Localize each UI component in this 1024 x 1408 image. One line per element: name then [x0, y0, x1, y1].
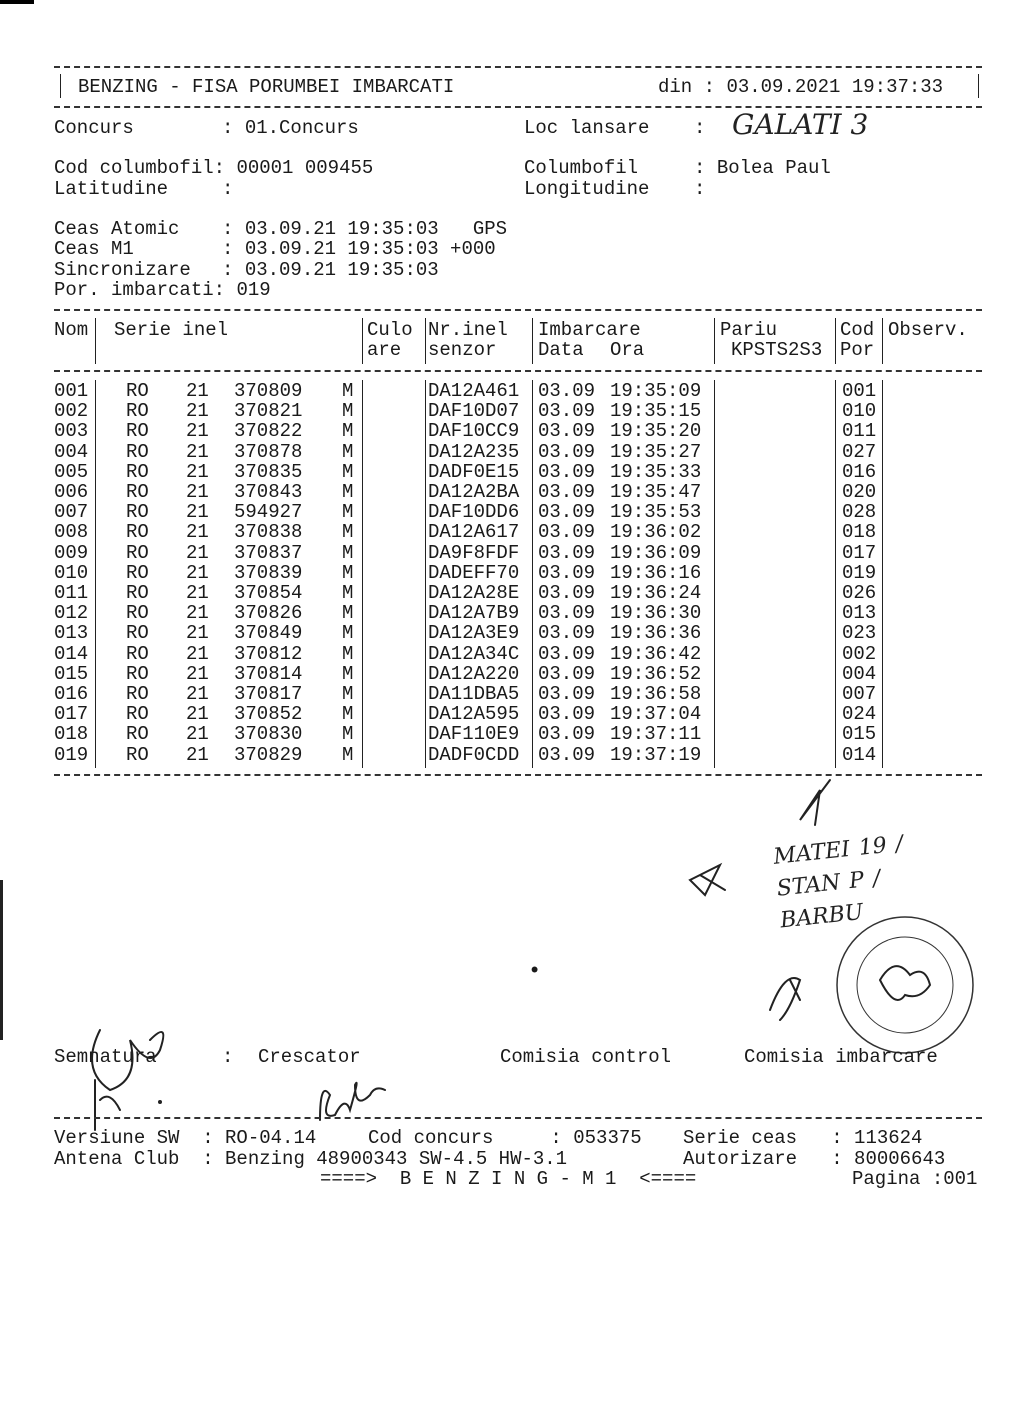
cell-cod: 017 [842, 541, 877, 564]
col-border [835, 380, 836, 768]
cell-nom: 012 [54, 602, 89, 625]
col-border [425, 380, 426, 768]
autorizare: Autorizare : 80006643 [683, 1148, 946, 1170]
comisia-control-label: Comisia control [500, 1046, 672, 1068]
versiune-sw-value: RO-04.14 [225, 1127, 317, 1149]
cod-concurs-value: 053375 [573, 1127, 642, 1149]
cell-country: RO [126, 380, 149, 402]
cell-year: 21 [186, 622, 209, 645]
cell-date: 03.09 [538, 541, 596, 564]
cell-nom: 004 [54, 440, 89, 463]
col-ora: Ora [610, 339, 645, 361]
cell-nom: 003 [54, 420, 89, 443]
ceas-atomic-label: Ceas Atomic [54, 218, 180, 240]
cell-country: RO [126, 440, 149, 463]
cell-sensor: DAF110E9 [428, 723, 520, 746]
cell-sensor: DADEFF70 [428, 561, 520, 584]
cell-time: 19:36:02 [610, 521, 702, 544]
cell-ring: 370835 [234, 460, 303, 483]
cell-date: 03.09 [538, 662, 596, 685]
ceas-m1-label: Ceas M1 [54, 238, 134, 260]
cell-sensor: DA12A595 [428, 703, 520, 726]
cell-year: 21 [186, 541, 209, 564]
cell-cod: 013 [842, 602, 877, 625]
col-nom: Nom [54, 319, 89, 341]
cell-sensor: DADF0CDD [428, 743, 520, 766]
cell-ring: 370822 [234, 420, 303, 443]
signatures-scribble [80, 1020, 420, 1130]
cell-sensor: DA12A220 [428, 662, 520, 685]
date-label-text: din [658, 76, 693, 98]
col-nr-inel-2: senzor [428, 339, 497, 361]
cell-time: 19:36:09 [610, 541, 702, 564]
cell-cod: 004 [842, 662, 877, 685]
colon: : [222, 178, 234, 200]
cell-sex: M [342, 541, 354, 564]
cell-nom: 007 [54, 501, 89, 524]
col-pariu: Pariu [720, 319, 778, 341]
cell-sex: M [342, 440, 354, 463]
cell-sex: M [342, 743, 354, 766]
colon: : [694, 178, 706, 200]
cell-sensor: DA12A235 [428, 440, 520, 463]
date-label: din : 03.09.2021 19:37:33 [658, 76, 944, 98]
cell-time: 19:36:58 [610, 683, 702, 705]
cell-country: RO [126, 420, 149, 443]
cell-ring: 370829 [234, 743, 303, 766]
cod-columbofil-label: Cod columbofil: 00001 009455 [54, 157, 374, 179]
cell-country: RO [126, 561, 149, 584]
col-observ: Observ. [888, 319, 968, 341]
cell-nom: 005 [54, 460, 89, 483]
cell-nom: 014 [54, 642, 89, 665]
divider [54, 66, 982, 68]
cell-country: RO [126, 622, 149, 645]
scan-edge-mark [0, 880, 3, 1040]
cell-cod: 028 [842, 501, 877, 524]
cell-cod: 015 [842, 723, 877, 746]
col-cod-2: Por [840, 339, 875, 361]
col-imbarcare: Imbarcare [538, 319, 641, 341]
cell-sensor: DA11DBA5 [428, 683, 520, 705]
cell-ring: 370837 [234, 541, 303, 564]
pagina-label: Pagina [852, 1168, 921, 1190]
cell-sex: M [342, 521, 354, 544]
divider [54, 370, 982, 372]
cell-date: 03.09 [538, 481, 596, 503]
cell-country: RO [126, 683, 149, 705]
cell-date: 03.09 [538, 622, 596, 645]
cell-sex: M [342, 400, 354, 423]
cell-date: 03.09 [538, 723, 596, 746]
col-cod: Cod [840, 319, 875, 341]
cell-cod: 010 [842, 400, 877, 423]
por-imbarcati: Por. imbarcati: 019 [54, 279, 271, 301]
cell-country: RO [126, 642, 149, 665]
cell-country: RO [126, 501, 149, 524]
col-border [95, 318, 96, 364]
cell-sex: M [342, 582, 354, 604]
cell-country: RO [126, 400, 149, 423]
versiune-sw-label: Versiune SW [54, 1127, 180, 1149]
ceas-atomic-value: : 03.09.21 19:35:03 GPS [222, 218, 508, 240]
col-border [362, 318, 363, 364]
cell-sensor: DA12A34C [428, 642, 520, 665]
cell-time: 19:37:04 [610, 703, 702, 726]
latitudine-label: Latitudine [54, 178, 169, 200]
cell-ring: 370809 [234, 380, 303, 402]
autorizare-value: 80006643 [854, 1148, 946, 1170]
cell-sensor: DA9F8FDF [428, 541, 520, 564]
cell-date: 03.09 [538, 460, 596, 483]
cell-date: 03.09 [538, 743, 596, 766]
date-value: 03.09.2021 19:37:33 [726, 76, 944, 98]
cell-sensor: DA12A28E [428, 582, 520, 604]
concurs-label: Concurs [54, 117, 134, 139]
por-imbarcati-label: Por. imbarcati [54, 279, 214, 301]
cell-country: RO [126, 521, 149, 544]
cell-time: 19:35:20 [610, 420, 702, 443]
sincronizare-label: Sincronizare [54, 259, 191, 281]
cell-nom: 015 [54, 662, 89, 685]
cell-ring: 370826 [234, 602, 303, 625]
cell-sex: M [342, 703, 354, 726]
cell-time: 19:35:33 [610, 460, 702, 483]
divider [54, 1117, 982, 1119]
columbofil-label: Columbofil [524, 157, 639, 179]
concurs-value-text: 01.Concurs [244, 117, 359, 139]
col-culoare: Culo [367, 319, 413, 341]
ceas-m1-value-text: 03.09.21 19:35:03 +000 [244, 238, 496, 260]
loc-lansare-handwritten: GALATI 3 [732, 108, 869, 141]
cell-date: 03.09 [538, 561, 596, 584]
cell-country: RO [126, 582, 149, 604]
colon: : [694, 117, 706, 139]
cell-date: 03.09 [538, 380, 596, 402]
cell-year: 21 [186, 400, 209, 423]
cell-year: 21 [186, 662, 209, 685]
cell-sensor: DADF0E15 [428, 460, 520, 483]
antena-club: Antena Club : Benzing 48900343 SW-4.5 HW-3.1 [54, 1148, 568, 1170]
cell-sex: M [342, 662, 354, 685]
cell-sex: M [342, 642, 354, 665]
columbofil-value: : Bolea Paul [694, 157, 831, 179]
cell-nom: 010 [54, 561, 89, 584]
cell-cod: 019 [842, 561, 877, 584]
loc-lansare-label: Loc lansare [524, 117, 650, 139]
cell-cod: 027 [842, 440, 877, 463]
cell-year: 21 [186, 420, 209, 443]
cell-year: 21 [186, 501, 209, 524]
cell-sex: M [342, 380, 354, 402]
cell-sex: M [342, 460, 354, 483]
banner: ====> B E N Z I N G - M 1 <==== [320, 1168, 697, 1190]
cell-country: RO [126, 703, 149, 726]
cell-ring: 370878 [234, 440, 303, 463]
cell-time: 19:36:36 [610, 622, 702, 645]
cell-cod: 026 [842, 582, 877, 604]
cell-date: 03.09 [538, 703, 596, 726]
cell-time: 19:36:30 [610, 602, 702, 625]
cell-sensor: DA12A7B9 [428, 602, 520, 625]
ceas-atomic-value-text: 03.09.21 19:35:03 GPS [244, 218, 508, 240]
col-border [882, 380, 883, 768]
cell-sex: M [342, 723, 354, 746]
col-serie-inel: Serie inel [114, 319, 229, 341]
cell-nom: 011 [54, 582, 89, 604]
cell-country: RO [126, 460, 149, 483]
col-border [714, 318, 715, 364]
cell-time: 19:35:27 [610, 440, 702, 463]
cell-ring: 370838 [234, 521, 303, 544]
columbofil-value-text: Bolea Paul [716, 157, 831, 179]
cell-sensor: DA12A2BA [428, 481, 520, 503]
cell-ring: 370821 [234, 400, 303, 423]
cell-ring: 370830 [234, 723, 303, 746]
cell-date: 03.09 [538, 602, 596, 625]
ink-dot: • [528, 959, 542, 984]
cell-ring: 370839 [234, 561, 303, 584]
ceas-m1-value: : 03.09.21 19:35:03 +000 [222, 238, 496, 260]
cell-date: 03.09 [538, 521, 596, 544]
cell-cod: 024 [842, 703, 877, 726]
col-data: Data [538, 339, 584, 361]
sincronizare-value: : 03.09.21 19:35:03 [222, 259, 439, 281]
scan-corner-mark [0, 0, 34, 4]
cell-time: 19:37:19 [610, 743, 702, 766]
cell-time: 19:36:24 [610, 582, 702, 604]
cell-sensor: DAF10DD6 [428, 501, 520, 524]
cell-nom: 017 [54, 703, 89, 726]
col-border [425, 318, 426, 364]
cell-time: 19:36:52 [610, 662, 702, 685]
col-nr-inel: Nr.inel [428, 319, 508, 341]
cell-time: 19:35:09 [610, 380, 702, 402]
cell-time: 19:37:11 [610, 723, 702, 746]
col-pariu-2: KPSTS2S3 [731, 339, 823, 361]
cod-concurs-label: Cod concurs [368, 1127, 494, 1149]
cell-sensor: DAF10D07 [428, 400, 520, 423]
cell-date: 03.09 [538, 683, 596, 705]
cell-ring: 594927 [234, 501, 303, 524]
cell-country: RO [126, 743, 149, 766]
autorizare-label: Autorizare [683, 1148, 798, 1170]
cell-nom: 018 [54, 723, 89, 746]
cell-time: 19:36:42 [610, 642, 702, 665]
cell-year: 21 [186, 723, 209, 746]
cell-country: RO [126, 602, 149, 625]
cell-year: 21 [186, 440, 209, 463]
cod-columbofil-value: 00001 009455 [236, 157, 374, 179]
cell-cod: 001 [842, 380, 877, 402]
concurs-value: : 01.Concurs [222, 117, 359, 139]
cell-cod: 016 [842, 460, 877, 483]
cell-ring: 370843 [234, 481, 303, 503]
cell-nom: 002 [54, 400, 89, 423]
pagina: Pagina :001 [852, 1168, 978, 1190]
col-border [362, 380, 363, 768]
cell-year: 21 [186, 683, 209, 705]
cell-sensor: DA12A617 [428, 521, 520, 544]
cell-cod: 002 [842, 642, 877, 665]
cell-sex: M [342, 501, 354, 524]
cell-year: 21 [186, 703, 209, 726]
box-border [60, 74, 61, 98]
cell-sensor: DA12A461 [428, 380, 520, 402]
cell-sensor: DA12A3E9 [428, 622, 520, 645]
cell-nom: 016 [54, 683, 89, 705]
cell-sex: M [342, 420, 354, 443]
antena-club-label: Antena Club [54, 1148, 180, 1170]
cell-date: 03.09 [538, 642, 596, 665]
serie-ceas-label: Serie ceas [683, 1127, 798, 1149]
cell-country: RO [126, 541, 149, 564]
col-border [714, 380, 715, 768]
document-title: BENZING - FISA PORUMBEI IMBARCATI [78, 76, 455, 98]
cell-country: RO [126, 662, 149, 685]
crescator-label: Crescator [258, 1046, 361, 1068]
cell-date: 03.09 [538, 400, 596, 423]
colon: : [222, 1046, 234, 1068]
cell-ring: 370854 [234, 582, 303, 604]
col-border [532, 380, 533, 768]
divider [54, 309, 982, 311]
pagina-value: 001 [943, 1168, 978, 1190]
cell-cod: 011 [842, 420, 877, 443]
cell-sensor: DAF10CC9 [428, 420, 520, 443]
cell-cod: 023 [842, 622, 877, 645]
divider [54, 774, 982, 776]
col-border [835, 318, 836, 364]
cell-sex: M [342, 561, 354, 584]
cell-sex: M [342, 602, 354, 625]
box-border [978, 74, 979, 98]
serie-ceas-value: 113624 [854, 1127, 923, 1149]
versiune-sw: Versiune SW : RO-04.14 [54, 1127, 317, 1149]
cell-date: 03.09 [538, 501, 596, 524]
col-border [882, 318, 883, 364]
cell-year: 21 [186, 481, 209, 503]
col-border [532, 318, 533, 364]
cell-nom: 009 [54, 541, 89, 564]
cod-concurs: Cod concurs : 053375 [368, 1127, 642, 1149]
por-imbarcati-value: 019 [236, 279, 271, 301]
cell-date: 03.09 [538, 440, 596, 463]
cell-ring: 370852 [234, 703, 303, 726]
serie-ceas: Serie ceas : 113624 [683, 1127, 923, 1149]
sincronizare-value-text: 03.09.21 19:35:03 [244, 259, 439, 281]
cell-time: 19:36:16 [610, 561, 702, 584]
cell-time: 19:35:53 [610, 501, 702, 524]
cell-country: RO [126, 481, 149, 503]
cell-year: 21 [186, 380, 209, 402]
cell-nom: 008 [54, 521, 89, 544]
cell-ring: 370814 [234, 662, 303, 685]
cell-ring: 370812 [234, 642, 303, 665]
comisia-imbarcare-label: Comisia imbarcare [744, 1046, 938, 1068]
antena-club-value: Benzing 48900343 SW-4.5 HW-3.1 [225, 1148, 568, 1170]
cell-cod: 014 [842, 743, 877, 766]
cell-year: 21 [186, 561, 209, 584]
cell-nom: 001 [54, 380, 89, 402]
cell-sex: M [342, 683, 354, 705]
cell-year: 21 [186, 582, 209, 604]
semnatura-label: Semnatura [54, 1046, 157, 1068]
cell-ring: 370817 [234, 683, 303, 705]
cell-nom: 006 [54, 481, 89, 503]
cell-time: 19:35:15 [610, 400, 702, 423]
cell-year: 21 [186, 602, 209, 625]
cell-year: 21 [186, 521, 209, 544]
cell-cod: 007 [842, 683, 877, 705]
cell-nom: 019 [54, 743, 89, 766]
cell-date: 03.09 [538, 420, 596, 443]
cell-cod: 020 [842, 481, 877, 503]
cell-date: 03.09 [538, 582, 596, 604]
col-culoare-2: are [367, 339, 402, 361]
col-border [95, 380, 96, 768]
cell-country: RO [126, 723, 149, 746]
cell-year: 21 [186, 743, 209, 766]
cell-ring: 370849 [234, 622, 303, 645]
cell-nom: 013 [54, 622, 89, 645]
cell-year: 21 [186, 642, 209, 665]
handwritten-notes: MATEI 19 / STAN P / BARBU [772, 831, 905, 934]
cell-year: 21 [186, 460, 209, 483]
cod-columbofil-label-text: Cod columbofil [54, 157, 214, 179]
cell-time: 19:35:47 [610, 481, 702, 503]
longitudine-label: Longitudine [524, 178, 650, 200]
cell-cod: 018 [842, 521, 877, 544]
cell-sex: M [342, 622, 354, 645]
cell-sex: M [342, 481, 354, 503]
